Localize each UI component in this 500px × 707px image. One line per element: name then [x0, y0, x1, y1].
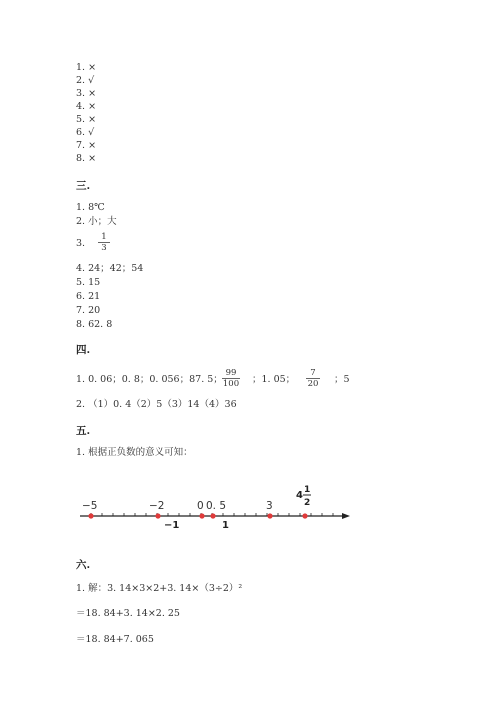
answer-line-mid: ；1. 05；	[252, 374, 296, 385]
answer-line: 1. 根据正负数的意义可知：	[76, 447, 193, 458]
label-1: 1	[222, 520, 229, 531]
answer-line: 1. ×	[76, 62, 97, 73]
number-line-arrow	[342, 513, 350, 519]
point-minus-5	[88, 513, 93, 518]
fraction-numerator: 7	[306, 368, 320, 379]
point-0	[199, 513, 204, 518]
answer-line: 7. 20	[76, 305, 101, 316]
answer-line: 5. ×	[76, 114, 97, 125]
section-heading-3: 三.	[76, 180, 91, 192]
label-3: 3	[266, 500, 273, 512]
fraction-denominator: 100	[222, 379, 240, 389]
answer-line: 8. ×	[76, 153, 97, 164]
answer-line: 8. 62. 8	[76, 319, 113, 330]
label-mixed-numerator: 1	[304, 485, 311, 495]
answer-line: 3. ×	[76, 88, 97, 99]
label-minus-2: −2	[149, 500, 165, 512]
fraction-numerator: 99	[222, 368, 240, 379]
answer-line: 1. 解：3. 14×3×2+3. 14×（3÷2）²	[76, 583, 243, 594]
label-minus-1: −1	[164, 520, 180, 531]
fraction-denominator: 3	[101, 243, 107, 253]
label-mixed-denominator: 2	[304, 498, 311, 508]
answer-line: 2. 小；大	[76, 216, 117, 227]
answer-line: 4. 24；42；54	[76, 263, 144, 274]
answer-line-prefix: 3.	[76, 238, 86, 249]
answer-line: 4. ×	[76, 101, 97, 112]
answer-line: 5. 15	[76, 277, 101, 288]
point-0-5	[210, 513, 215, 518]
answer-line: 1. 0. 06；0. 8；0. 056；87. 5；	[76, 374, 223, 385]
point-3	[267, 513, 272, 518]
answer-line: ＝18. 84+3. 14×2. 25	[76, 608, 180, 619]
answer-line: 1. 8℃	[76, 202, 105, 213]
section-heading-5: 五.	[76, 425, 91, 437]
label-0-5: 0. 5	[206, 500, 227, 512]
answer-line: 7. ×	[76, 140, 97, 151]
point-minus-2	[155, 513, 160, 518]
fraction-numerator: 1	[98, 232, 110, 243]
label-0: 0	[197, 500, 204, 512]
answer-line-end: ；5	[334, 374, 350, 385]
answer-line: 2. （1）0. 4（2）5（3）14（4）36	[76, 399, 237, 410]
section-heading-6: 六.	[76, 559, 91, 571]
answer-line: 6. 21	[76, 291, 101, 302]
point-4-and-half	[302, 513, 307, 518]
label-minus-5: −5	[82, 500, 98, 512]
section-heading-4: 四.	[76, 344, 91, 356]
fraction-denominator: 20	[307, 379, 319, 389]
answer-line: ＝18. 84+7. 065	[76, 634, 154, 645]
label-mixed-whole: 4	[296, 490, 303, 501]
answer-line: 6. √	[76, 127, 95, 138]
answer-line: 2. √	[76, 75, 95, 86]
